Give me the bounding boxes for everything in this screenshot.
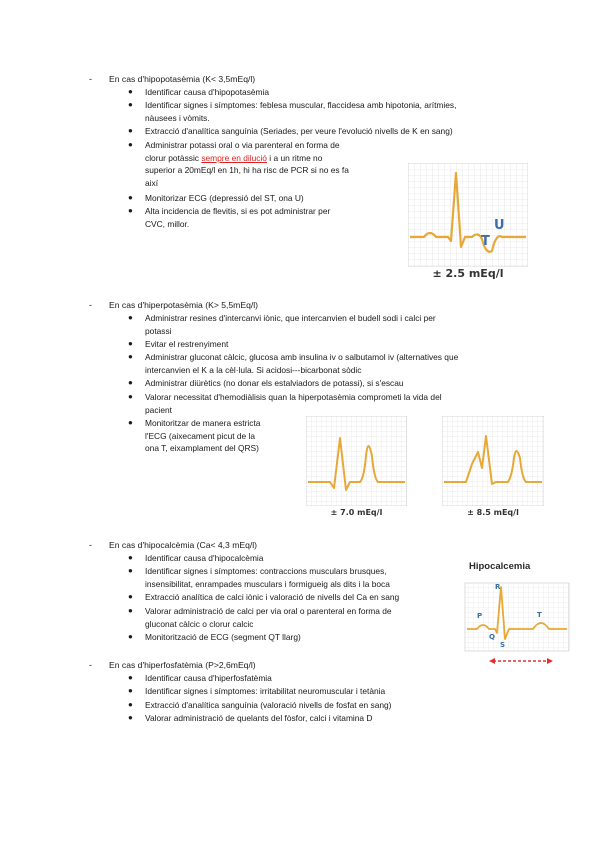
ecg-hiperpotasemia-8-chart: [442, 416, 544, 506]
list-item: ● Valorar administració de quelants del fòsfor, calci i vitamina D: [128, 713, 373, 723]
list-item: ● Valorar necessitat d'hemodiàlisis quan la hiperpotasèmia comprometi la vida del pacient: [128, 392, 442, 415]
list-item: ● Identificar causa d'hipopotasèmia: [128, 87, 270, 97]
list-item: ● Administrar gluconat càlcic, glucosa amb insulina iv o salbutamol iv (alternatives que intercanvien el K a la cèl·lula. Si acidosi---bicarbonat sòdic: [128, 352, 459, 375]
heading-hiperpotasemia: En cas d'hiperpotasèmia (K> 5,5mEq/l): [109, 300, 259, 310]
list-item: ● Extracció d'analítica sanguínia (Seriades, per veure l'evolució nivells de K en sang): [128, 126, 453, 136]
ecg-caption: ± 8.5 mEq/l: [467, 508, 519, 517]
ecg-label-t: T: [537, 611, 542, 619]
heading-hiperfosfatemia: En cas d'hiperfosfatèmia (P>2,6mEq/l): [109, 660, 256, 670]
ecg-label-s: S: [500, 641, 506, 649]
ecg-hipocalcemia-figure: [463, 561, 571, 671]
list-item: ● Identificar signes i símptomes: irritabilitat neuromuscular i tetània: [128, 686, 386, 696]
dash-marker: -: [89, 540, 92, 550]
ecg-hiperpotasemia-7-figure: [306, 416, 407, 523]
list-item: ● Identificar causa d'hipocalcèmia: [128, 553, 264, 563]
list-item: ● Valorar administració de calci per via oral o parenteral en forma de gluconat càlcic o clorur calcic: [128, 606, 392, 629]
list-item: ● Alta incidencia de flevitis, si es pot administrar per CVC, millor.: [128, 206, 331, 229]
ecg-label-r: R: [495, 583, 501, 591]
list-item: ● Evitar el restrenyiment: [128, 339, 229, 349]
ecg-caption: ± 7.0 mEq/l: [330, 508, 383, 517]
highlight-sempre-dilucio: sempre en dilució: [201, 152, 267, 163]
ecg-label-u: U: [494, 218, 505, 233]
list-item: ● Identificar signes i símptomes: feblesa muscular, flaccidesa amb hipotonia, arítmies, nàusees i vòmits.: [128, 100, 457, 123]
heading-hipopotasemia: En cas d'hipopotasèmia (K< 3,5mEq/l): [109, 74, 256, 84]
list-item: ● Identificar signes i símptomes: contraccions musculars brusques, insensibilitat, enrampades musculars i formigueig als dits i la boca: [128, 566, 390, 589]
ecg-hiperpotasemia-8-figure: [442, 416, 544, 523]
ecg-hipopotasemia-chart: [408, 163, 528, 267]
list-item: ● Administrar resines d'intercanvi iònic, que intercanvien el budell sodi i calci per potassi: [128, 313, 436, 336]
ecg-hiperpotasemia-7-chart: [306, 416, 407, 506]
dash-marker: -: [89, 74, 92, 84]
list-item: ● Extracció analítica de calci iònic i valoració de nivells del Ca en sang: [128, 592, 400, 602]
ecg-label-p: P: [477, 612, 483, 620]
ecg-label-q: Q: [489, 633, 495, 641]
list-item: ● Extracció d'analítica sanguínia (valoració nivells de fosfat en sang): [128, 700, 392, 710]
ecg-title: Hipocalcemia: [469, 561, 531, 572]
list-item: ● Monitorizar ECG (depressió del ST, ona U): [128, 193, 304, 203]
ecg-label-t: T: [481, 234, 490, 249]
list-item: ● Monitoritzar de manera estricta l'ECG (aixecament picut de la ona T, eixamplament del QRS): [128, 418, 261, 454]
qt-interval-arrow: [489, 658, 553, 664]
dash-marker: -: [89, 300, 92, 310]
ecg-hipocalcemia-chart: [463, 577, 571, 671]
list-item: ● Administrar potassi oral o via parenteral en forma de clorur potàssic sempre en dilució i a un ritme no superior a 20mEq/l en 1h, hi ha risc de PCR si no es fa així: [128, 140, 349, 188]
list-item: ● Administrar diürètics (no donar els estalviadors de potassi), si s'escau: [128, 378, 404, 388]
list-item: ● Identificar causa d'hiperfosfatèmia: [128, 673, 272, 683]
dash-marker: -: [89, 660, 92, 670]
heading-hipocalcemia: En cas d'hipocalcèmia (Ca< 4,3 mEq/l): [109, 540, 258, 550]
ecg-hipopotasemia-figure: [408, 163, 528, 285]
ecg-caption: ± 2.5 mEq/l: [432, 267, 504, 280]
list-item: ● Monitorització de ECG (segment QT llarg): [128, 632, 301, 642]
